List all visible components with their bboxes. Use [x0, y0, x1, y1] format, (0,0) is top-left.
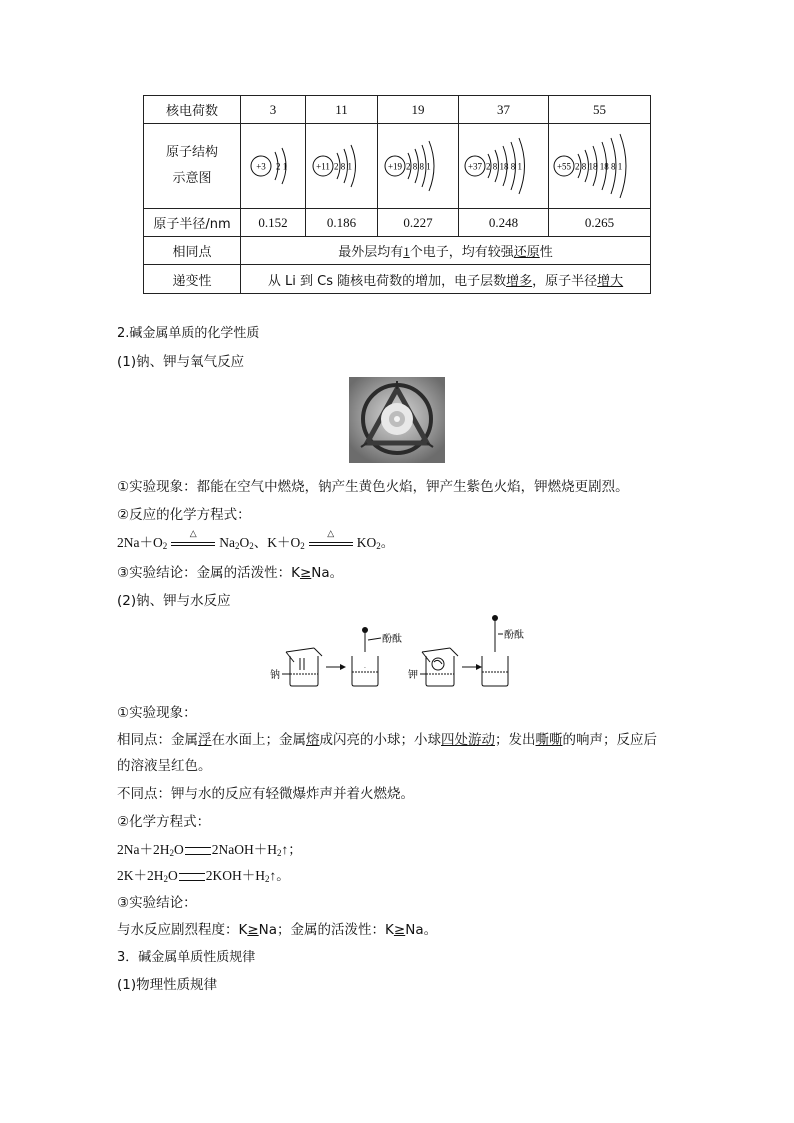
- alkali-metal-table: [143, 95, 651, 294]
- same-point-text-cont: 的溶液呈红色。: [117, 758, 212, 774]
- equation-oxygen: $2Na+O_2$ △ $Na_2O_2$、$K+O_2$ △ $KO_2$。: [117, 527, 395, 551]
- charge-cell: 19: [378, 96, 459, 124]
- same-point-text: 相同点：金属浮在水面上；金属熔成闪亮的小球；小球四处游动；发出嘶嘶的响声；反应后: [117, 732, 657, 748]
- heat-arrow: △: [171, 537, 215, 551]
- atom-cell: [306, 124, 378, 209]
- svg-text:酚酞: 酚酞: [504, 630, 524, 641]
- atom-structure-diagram: [249, 138, 297, 194]
- subsection-title: (1)物理性质规律: [117, 977, 218, 993]
- radius-label: 原子半径/nm: [144, 209, 241, 237]
- svg-text:·: ·: [364, 665, 366, 672]
- radius-cell: 0.265: [549, 209, 651, 237]
- same-label: 相同点: [144, 237, 241, 265]
- water-reaction-figure: [268, 612, 530, 690]
- atom-structure-diagram: [463, 134, 545, 198]
- atom-cell: [459, 124, 549, 209]
- atom-structure-diagram: [311, 138, 373, 194]
- atom-structure-diagram: [552, 131, 648, 201]
- diff-point-text: 不同点：钾与水的反应有轻微爆炸声并着火燃烧。: [117, 786, 414, 802]
- svg-text:+11: +11: [315, 161, 330, 172]
- trend-label: 递变性: [144, 265, 241, 294]
- conclusion-label-2: ③实验结论：: [117, 895, 197, 911]
- combustion-photo: [349, 377, 445, 463]
- radius-cell: 0.152: [241, 209, 306, 237]
- greater-equal-symbol: ≥: [393, 922, 406, 938]
- conclusion-1: ③实验结论：金属的活泼性：K≥Na。: [117, 565, 344, 581]
- charge-cell: 37: [459, 96, 549, 124]
- subsection-title: (2)钠、钾与水反应: [117, 593, 231, 609]
- svg-text:2 8 1: 2 8 1: [333, 161, 352, 172]
- same-text: 最外层均有1个电子，均有较强还原性: [241, 237, 651, 265]
- conclusion-2: 与水反应剧烈程度：K≥Na；金属的活泼性：K≥Na。: [117, 922, 438, 938]
- charge-cell: 55: [549, 96, 651, 124]
- atom-cell: [241, 124, 306, 209]
- svg-text:2 8 18 8 1: 2 8 18 8 1: [485, 161, 522, 172]
- equation-k-water: $2K+2H_2O$ $2KOH+H_2↑$。: [117, 868, 290, 884]
- section-title: 3．碱金属单质性质规律: [117, 950, 256, 965]
- atom-cell: [378, 124, 459, 209]
- atom-structure-diagram: [383, 136, 453, 196]
- svg-text:钾: 钾: [408, 670, 418, 681]
- equation-na-water: $2Na+2H_2O$ $2NaOH+H_2↑$；: [117, 842, 302, 858]
- radius-cell: 0.186: [306, 209, 378, 237]
- svg-text:+37: +37: [467, 161, 482, 172]
- phenomenon-label: ①实验现象：: [117, 705, 197, 721]
- radius-cell: 0.248: [459, 209, 549, 237]
- svg-text:2 8 8 1: 2 8 8 1: [406, 161, 431, 172]
- svg-text:+3: +3: [256, 161, 266, 172]
- radius-cell: 0.227: [378, 209, 459, 237]
- structure-label: 原子结构 示意图: [144, 124, 241, 209]
- charge-cell: 3: [241, 96, 306, 124]
- header-label: 核电荷数: [144, 96, 241, 124]
- heat-arrow: △: [309, 537, 353, 551]
- section-title: 2.碱金属单质的化学性质: [117, 326, 260, 341]
- greater-equal-symbol: ≥: [247, 922, 259, 938]
- phenomenon-text: ①实验现象：都能在空气中燃烧，钠产生黄色火焰，钾产生紫色火焰，钾燃烧更剧烈。: [117, 479, 629, 495]
- equation-label-2: ②化学方程式：: [117, 814, 211, 830]
- svg-text:钠: 钠: [270, 670, 280, 681]
- equation-label: ②反应的化学方程式：: [117, 507, 251, 523]
- trend-text: 从 Li 到 Cs 随核电荷数的增加，电子层数增多，原子半径增大: [241, 265, 651, 294]
- svg-text:酚酞: 酚酞: [382, 634, 402, 645]
- svg-text:+19: +19: [387, 161, 403, 172]
- subsection-title: (1)钠、钾与氧气反应: [117, 354, 245, 370]
- atom-cell: [549, 124, 651, 209]
- svg-text:+55: +55: [556, 161, 571, 172]
- greater-equal-symbol: ≥: [299, 565, 312, 581]
- svg-text:2 8 18 18 8 1: 2 8 18 18 8 1: [574, 161, 622, 172]
- charge-cell: 11: [306, 96, 378, 124]
- svg-text:2 1: 2 1: [276, 161, 288, 172]
